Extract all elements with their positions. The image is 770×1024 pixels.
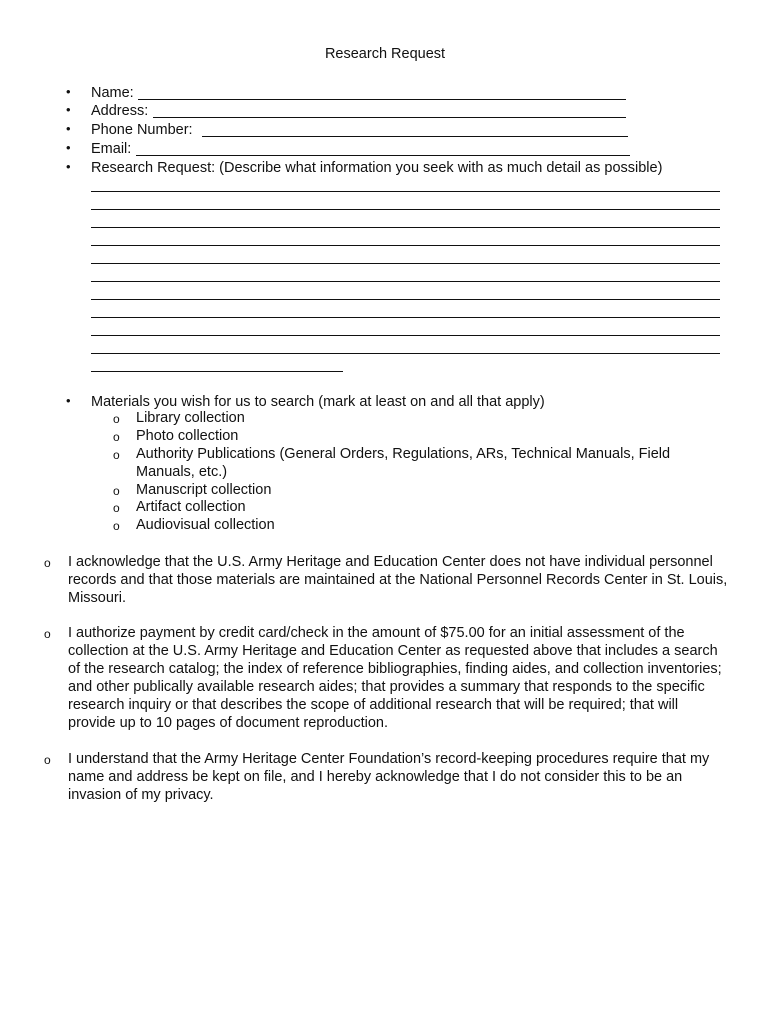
checkbox-circle-icon[interactable]: o xyxy=(44,627,51,641)
option-manuscript-collection: Manuscript collection xyxy=(136,482,272,498)
checkbox-circle-icon[interactable]: o xyxy=(113,501,120,515)
privacy-acknowledgement-statement: I understand that the Army Heritage Center Foundation’s record-keeping procedures require that my name and address be kept on file, and I hereby acknowledge that I do not consider this to be an invasion of my privacy. xyxy=(68,751,710,803)
answer-line[interactable] xyxy=(91,245,720,246)
answer-line[interactable] xyxy=(91,281,720,282)
option-photo-collection: Photo collection xyxy=(136,428,239,444)
answer-line[interactable] xyxy=(91,371,343,372)
email-field[interactable] xyxy=(136,155,630,156)
answer-line[interactable] xyxy=(91,263,720,264)
option-authority-publications: Authority Publications (General Orders, Regulations, ARs, Technical Manuals, Field Manuals, etc.) xyxy=(136,446,671,480)
payment-authorization-statement: I authorize payment by credit card/check in the amount of $75.00 for an initial assessment of the collection at the U.S. Army Heritage and Education Center as requested above that includes a search of the research catalog; the index of reference bibliographies, finding aides, and collection inventories; and other publically available research aides; that provides a summary that responds to the specific research inquiry or that describes the scope of additional research that will be required; that will provide up to 10 pages of document reproduction. xyxy=(68,625,722,731)
email-label: Email: xyxy=(91,141,132,157)
checkbox-circle-icon[interactable]: o xyxy=(113,448,120,462)
checkbox-circle-icon[interactable]: o xyxy=(113,519,120,533)
answer-line[interactable] xyxy=(91,335,720,336)
acknowledgement-records-statement: I acknowledge that the U.S. Army Heritage and Education Center does not have individual personnel records and that those materials are maintained at the National Personnel Records Center in St. Louis, Missouri. xyxy=(68,554,728,606)
checkbox-circle-icon[interactable]: o xyxy=(44,753,51,767)
checkbox-circle-icon[interactable]: o xyxy=(113,484,120,498)
answer-line[interactable] xyxy=(91,353,720,354)
checkbox-circle-icon[interactable]: o xyxy=(44,556,51,570)
materials-label: Materials you wish for us to search (mark at least on and all that apply) xyxy=(91,394,545,410)
address-label: Address: xyxy=(91,103,149,119)
answer-line[interactable] xyxy=(91,191,720,192)
answer-line[interactable] xyxy=(91,209,720,210)
page-title: Research Request xyxy=(324,46,446,62)
address-field[interactable] xyxy=(153,117,626,118)
name-label: Name: xyxy=(91,85,134,101)
option-artifact-collection: Artifact collection xyxy=(136,499,246,515)
option-library-collection: Library collection xyxy=(136,410,245,426)
bullet-icon: • xyxy=(66,140,71,155)
name-field[interactable] xyxy=(138,99,626,100)
phone-field[interactable] xyxy=(202,136,628,137)
answer-line[interactable] xyxy=(91,317,720,318)
checkbox-circle-icon[interactable]: o xyxy=(113,412,120,426)
phone-label: Phone Number: xyxy=(91,122,193,138)
research-request-label: Research Request: (Describe what information you seek with as much detail as possible) xyxy=(91,160,663,176)
option-audiovisual-collection: Audiovisual collection xyxy=(136,517,275,533)
bullet-icon: • xyxy=(66,393,71,408)
answer-line[interactable] xyxy=(91,299,720,300)
bullet-icon: • xyxy=(66,159,71,174)
bullet-icon: • xyxy=(66,121,71,136)
bullet-icon: • xyxy=(66,84,71,99)
checkbox-circle-icon[interactable]: o xyxy=(113,430,120,444)
bullet-icon: • xyxy=(66,102,71,117)
answer-line[interactable] xyxy=(91,227,720,228)
